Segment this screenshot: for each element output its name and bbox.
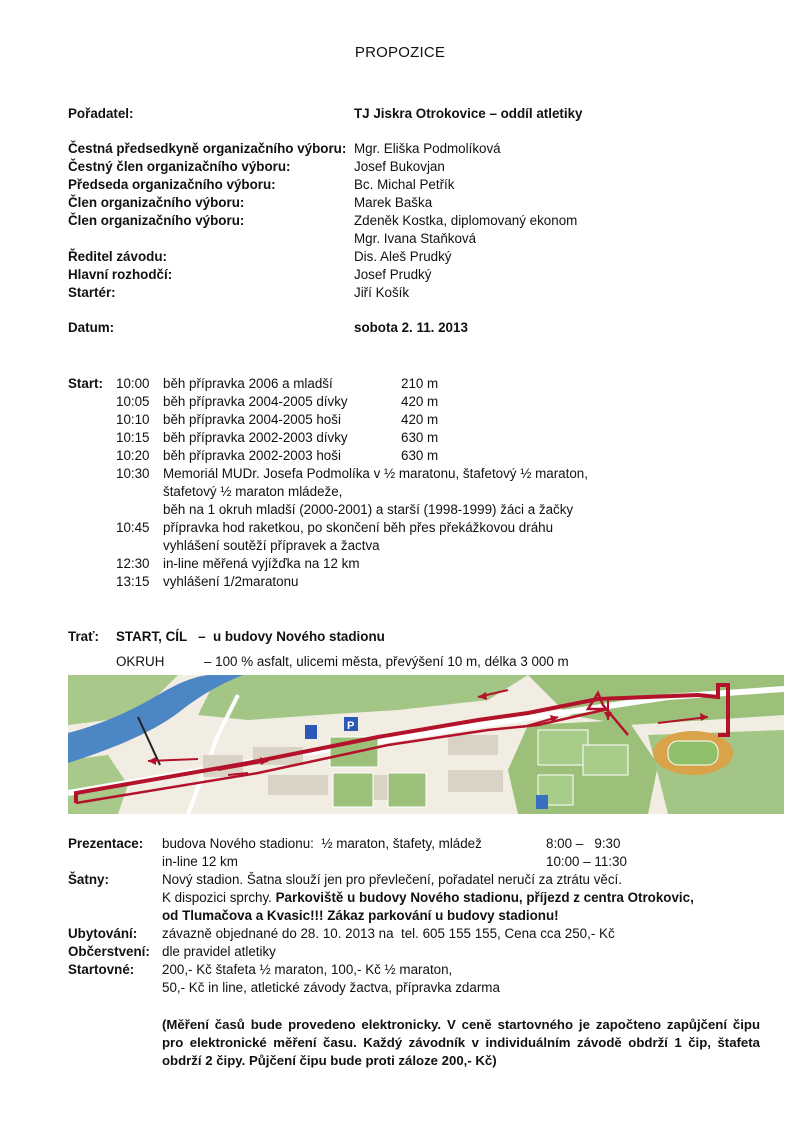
fee-value: 50,- Kč in line, atletické závody žactva, přípravka zdarma <box>162 980 500 995</box>
map-building <box>448 735 498 755</box>
map-field <box>333 773 373 807</box>
track-start-finish: START, CÍL – u budovy Nového stadionu <box>116 629 385 644</box>
map-building <box>268 775 328 795</box>
parking-warning: od Tlumačova a Kvasic!!! Zákaz parkování u budovy stadionu! <box>162 908 559 923</box>
parking-info: Parkoviště u budovy Nového stadionu, příjezd z centra Otrokovic, <box>275 890 694 905</box>
changing-showers: K dispozici sprchy. <box>162 890 276 905</box>
refreshment-label: Občerstvení: <box>68 944 150 959</box>
accommodation-label: Ubytování: <box>68 926 138 941</box>
schedule-distance: 210 m <box>401 376 439 391</box>
stadium-field <box>668 741 718 765</box>
committee-label: Předseda organizačního výboru: <box>68 177 276 192</box>
schedule-time: 10:00 <box>116 376 150 391</box>
schedule-event: přípravka hod raketkou, po skončení běh přes překážkovou dráhu <box>163 520 554 535</box>
schedule-event: běh přípravka 2004-2005 hoši <box>163 412 341 427</box>
organizer-value: TJ Jiskra Otrokovice – oddíl atletiky <box>354 106 583 121</box>
track-label: Trať: <box>68 629 99 644</box>
schedule-event: Memoriál MUDr. Josefa Podmolíka v ½ maratonu, štafetový ½ maraton, <box>163 466 588 481</box>
registration-time: 10:00 – 11:30 <box>546 854 627 869</box>
committee-value: Josef Bukovjan <box>354 159 445 174</box>
committee-value: Dis. Aleš Prudký <box>354 249 452 264</box>
fee-value: 200,- Kč štafeta ½ maraton, 100,- Kč ½ maraton, <box>162 962 453 977</box>
committee-label: Čestná předsedkyně organizačního výboru: <box>68 141 347 156</box>
committee-label: Ředitel závodu: <box>68 249 167 264</box>
schedule-time: 10:05 <box>116 394 150 409</box>
committee-value: Jiří Košík <box>354 285 410 300</box>
committee-label: Hlavní rozhodčí: <box>68 267 173 282</box>
schedule-event: vyhlášení 1/2maratonu <box>163 574 299 589</box>
date-value: sobota 2. 11. 2013 <box>354 320 468 335</box>
schedule-distance: 420 m <box>401 412 439 427</box>
schedule-time: 10:30 <box>116 466 150 481</box>
committee-label: Čestný člen organizačního výboru: <box>68 159 291 174</box>
refreshment-value: dle pravidel atletiky <box>162 944 276 959</box>
registration-text: in-line 12 km <box>162 854 238 869</box>
schedule-time: 12:30 <box>116 556 150 571</box>
registration-text: budova Nového stadionu: ½ maraton, štafety, mládež <box>162 836 482 851</box>
schedule-event: běh přípravka 2002-2003 dívky <box>163 430 348 445</box>
schedule-time: 10:15 <box>116 430 150 445</box>
page-title: PROPOZICE <box>354 44 446 61</box>
schedule-distance: 420 m <box>401 394 439 409</box>
map-field <box>538 730 588 765</box>
schedule-event: běh na 1 okruh mladší (2000-2001) a starší (1998-1999) žáci a žačky <box>163 502 574 517</box>
schedule-time: 13:15 <box>116 574 150 589</box>
schedule-event: běh přípravka 2004-2005 dívky <box>163 394 348 409</box>
committee-label: Člen organizačního výboru: <box>68 195 245 210</box>
map-field <box>388 773 426 807</box>
schedule-distance: 630 m <box>401 448 439 463</box>
registration-label: Prezentace: <box>68 836 144 851</box>
track-loop-description: – 100 % asfalt, ulicemi města, převýšení 10 m, délka 3 000 m <box>204 654 569 669</box>
map-building-sign <box>305 725 317 739</box>
committee-value: Zdeněk Kostka, diplomovaný ekonom <box>354 213 578 228</box>
schedule-event: běh přípravka 2006 a mladší <box>163 376 333 391</box>
organizer-label: Pořadatel: <box>68 106 134 121</box>
committee-value: Josef Prudký <box>354 267 432 282</box>
schedule-event: vyhlášení soutěží přípravek a žactva <box>163 538 380 553</box>
fee-label: Startovné: <box>68 962 135 977</box>
committee-label: Startér: <box>68 285 116 300</box>
track-loop-label: OKRUH <box>116 654 165 669</box>
schedule-time: 10:20 <box>116 448 150 463</box>
schedule-event: běh přípravka 2002-2003 hoši <box>163 448 341 463</box>
committee-value: Mgr. Eliška Podmolíková <box>354 141 501 156</box>
changing-text <box>162 890 694 905</box>
committee-value: Marek Baška <box>354 195 433 210</box>
schedule-time: 10:45 <box>116 520 150 535</box>
start-label: Start: <box>68 376 103 391</box>
committee-label: Člen organizačního výboru: <box>68 213 245 228</box>
parking-sign: P <box>347 720 355 732</box>
accommodation-value: závazně objednané do 28. 10. 2013 na tel. 605 155 155, Cena cca 250,- Kč <box>162 926 615 941</box>
schedule-event: štafetový ½ maraton mládeže, <box>163 484 343 499</box>
schedule-distance: 630 m <box>401 430 439 445</box>
map-pool <box>536 795 548 809</box>
route-map <box>68 675 784 814</box>
schedule-time: 10:10 <box>116 412 150 427</box>
committee-value: Mgr. Ivana Staňková <box>354 231 477 246</box>
timing-note: (Měření časů bude provedeno elektronicky. V ceně startovného je započteno zapůjčení čipu pro elektronické měření času. Každý závodník v individuálním závodě obdrží 1 čip, štafeta obdrží 2 čipy. Půjčení čipu bude proti záloze 200,- Kč) <box>162 1017 760 1068</box>
changing-label: Šatny: <box>68 872 109 887</box>
registration-time: 8:00 – 9:30 <box>546 836 621 851</box>
map-building <box>448 770 503 792</box>
committee-value: Bc. Michal Petřík <box>354 177 455 192</box>
date-label: Datum: <box>68 320 115 335</box>
changing-text: Nový stadion. Šatna slouží jen pro převlečení, pořadatel neručí za ztrátu věcí. <box>162 872 622 887</box>
map-field <box>583 745 628 775</box>
schedule-event: in-line měřená vyjížďka na 12 km <box>163 556 360 571</box>
